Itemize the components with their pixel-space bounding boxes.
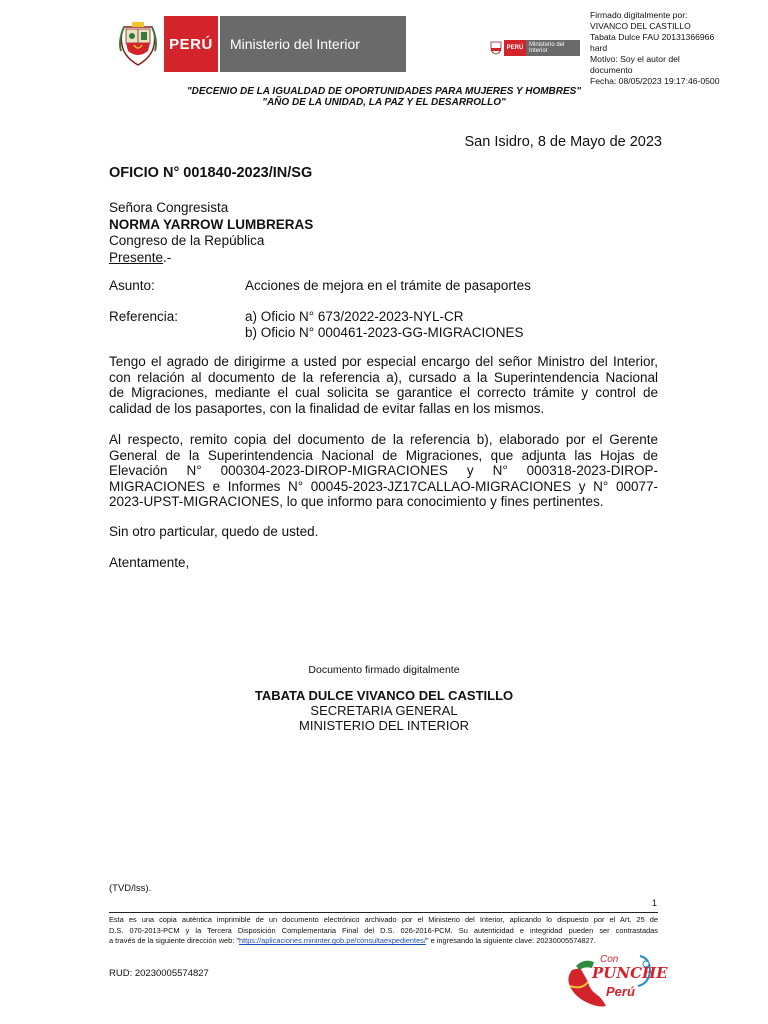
body-paragraph-1 [109, 354, 658, 416]
paragraph-line: calidad de los pasaportes, con la finalidad de evitar fallas en los mismos. [109, 400, 545, 416]
presente-text: Presente [109, 249, 164, 265]
oficio-number: OFICIO N° 001840-2023/IN/SG [109, 165, 313, 181]
stamp-line: documento [590, 65, 633, 75]
stamp-line: Firmado digitalmente por: [590, 10, 688, 20]
recipient-salutation: Señora Congresista [109, 200, 229, 215]
initials: (TVD/lss). [109, 883, 152, 894]
recipient-name: NORMA YARROW LUMBRERAS [109, 216, 314, 232]
footer-divider [109, 912, 658, 913]
body-paragraph-2 [109, 432, 658, 510]
mini-ministry-label: Ministerio del Interior [526, 40, 580, 56]
campaign-word: Perú [606, 984, 635, 999]
authenticity-disclaimer [109, 915, 658, 947]
recipient-presente [109, 250, 313, 267]
asunto-value: Acciones de mejora en el trámite de pasaportes [245, 278, 531, 293]
stamp-line: hard [590, 43, 608, 53]
stamp-line: Motivo: Soy el autor del [590, 54, 680, 64]
signer-title: SECRETARIA GENERAL [310, 703, 458, 718]
presente-suffix: .- [163, 249, 172, 265]
ministry-brand-label: Ministerio del Interior [218, 16, 406, 72]
ministry-logo [112, 16, 406, 72]
closing-line: Sin otro particular, quedo de usted. [109, 524, 319, 539]
decade-slogan: "DECENIO DE LA IGUALDAD DE OPORTUNIDADES PARA MUJERES Y HOMBRES" [186, 86, 582, 97]
closing-regards: Atentamente, [109, 555, 190, 570]
stamp-line: Fecha: 08/05/2023 19:17:46-0500 [590, 76, 720, 86]
campaign-word: PUNCHE [592, 964, 668, 982]
paragraph-line: Elevación N° 000304-2023-DIROP-MIGRACIONES y N° 000318-2023-DIROP- [109, 463, 658, 478]
referencia-row [109, 309, 669, 341]
disclaimer-suffix: " e ingresando la siguiente clave: 20230005574827. [425, 936, 596, 946]
referencia-label: Referencia: [109, 309, 179, 324]
paragraph-line: de Migraciones, mediante el cual solicita se garantice el correcto trámite y control de [109, 385, 658, 400]
mini-coat-of-arms-icon [488, 40, 504, 56]
signer-name: TABATA DULCE VIVANCO DEL CASTILLO [254, 688, 514, 703]
referencia-b: b) Oficio N° 000461-2023-GG-MIGRACIONES [245, 324, 524, 340]
peru-brand-label: PERÚ [164, 16, 218, 72]
coat-of-arms-icon [112, 16, 164, 72]
recipient-block [109, 200, 313, 266]
verification-link[interactable]: https://aplicaciones.mininter.gob.pe/consultaexpedientes/ [238, 936, 426, 946]
rud-code: RUD: 20230005574827 [109, 968, 209, 979]
digitally-signed-note: Documento firmado digitalmente [308, 664, 460, 676]
con-punche-peru-logo [562, 950, 668, 1012]
disclaimer-line [109, 936, 658, 947]
recipient-institution: Congreso de la República [109, 233, 265, 248]
paragraph-line: 2023-UPST-MIGRACIONES, lo que informo para conocimiento y fines pertinentes. [109, 494, 604, 509]
disclaimer-prefix: a través de la siguiente dirección web: " [109, 936, 239, 946]
stamp-line: Tabata Dulce FAU 20131366966 [590, 32, 715, 42]
paragraph-line: Tengo el agrado de dirigirme a usted por especial encargo del señor Ministro del Interior, [109, 354, 658, 369]
page-number: 1 [652, 898, 658, 908]
stamp-line: VIVANCO DEL CASTILLO [590, 21, 691, 31]
referencia-a: a) Oficio N° 673/2022-2023-NYL-CR [245, 309, 464, 324]
asunto-label: Asunto: [109, 278, 155, 293]
mini-peru-label: PERÚ [504, 40, 526, 56]
asunto-row [109, 278, 669, 294]
year-slogan: "AÑO DE LA UNIDAD, LA PAZ Y EL DESARROLLO" [262, 97, 506, 108]
disclaimer-line: D.S. 070-2013-PCM y la Tercera Disposición Complementaria Final del D.S. 026-2016-PCM. Su autenticidad e integridad pueden ser contrastadas [109, 925, 658, 935]
paragraph-line: con relación al documento de la referencia a), cursado a la Superintendencia Nacional [109, 369, 658, 385]
disclaimer-line: Esta es una copia auténtica imprimible de un documento electrónico archivado por el Ministerio del Interior, aplicando lo dispuesto por el Art. 25 de [109, 915, 658, 924]
campaign-word: Con [600, 954, 619, 965]
paragraph-line: Al respecto, remito copia del documento de la referencia b), elaborado por el Gerente [109, 432, 658, 447]
signer-organization: MINISTERIO DEL INTERIOR [299, 718, 469, 733]
mini-ministry-logo [488, 40, 580, 56]
letter-date: San Isidro, 8 de Mayo de 2023 [464, 134, 662, 150]
digital-signature-stamp [590, 10, 762, 87]
paragraph-line: General de la Superintendencia Nacional de Migraciones, que adjunta las Hojas de [109, 447, 658, 463]
paragraph-line: MIGRACIONES e Informes N° 00045-2023-JZ17CALLAO-MIGRACIONES y N° 00077- [109, 478, 658, 494]
